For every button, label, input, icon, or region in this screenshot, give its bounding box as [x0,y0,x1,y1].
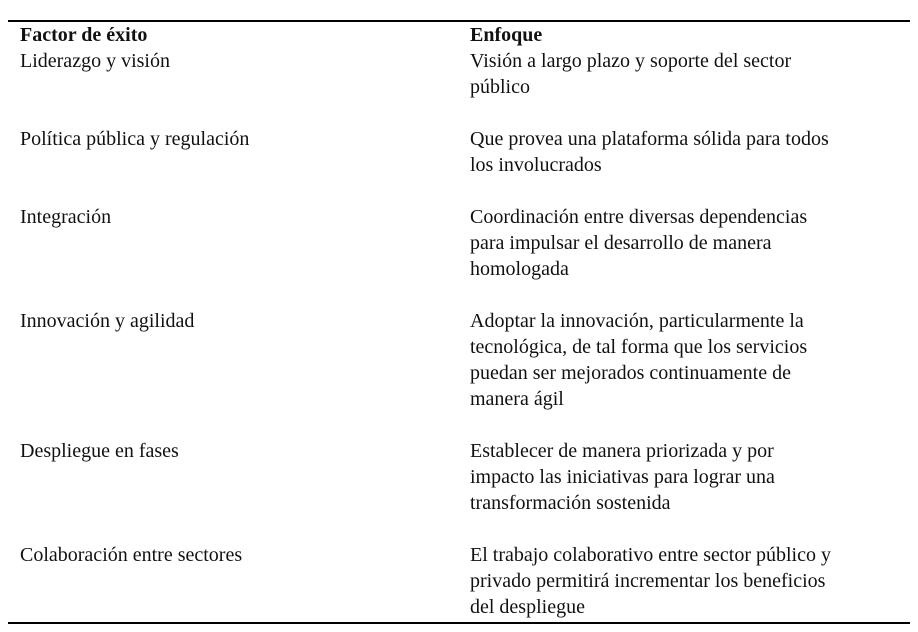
approach-line: Establecer de manera priorizada y por [470,440,774,462]
table-row [20,438,910,516]
approach-line: homologada [470,258,569,280]
approach-line: Coordinación entre diversas dependencias [470,206,808,228]
approach-line: puedan ser mejorados continuamente de [470,362,791,384]
success-factors-table [20,22,910,620]
factor-cell: Innovación y agilidad [20,310,195,332]
factor-cell: Despliegue en fases [20,440,179,462]
table-row [20,204,910,282]
approach-cell [470,308,910,412]
approach-line: Adoptar la innovación, particularmente la [470,310,804,332]
approach-line: transformación sostenida [470,492,671,514]
header-factor: Factor de éxito [20,24,148,46]
header-approach: Enfoque [470,24,543,46]
approach-line: privado permitirá incrementar los beneficios [470,570,826,592]
factor-cell: Liderazgo y visión [20,50,170,72]
table-row [20,126,910,178]
approach-cell [470,126,910,178]
table-row [20,542,910,620]
table-row [20,308,910,412]
approach-cell [470,48,910,100]
approach-cell [470,542,910,620]
approach-cell [470,438,910,516]
factor-cell: Colaboración entre sectores [20,544,243,566]
approach-line: los involucrados [470,154,602,176]
approach-cell [470,204,910,282]
approach-line: del despliegue [470,596,585,618]
factor-cell: Política pública y regulación [20,128,250,150]
approach-line: Que provea una plataforma sólida para todos [470,128,829,150]
table-bottom-rule [8,622,910,624]
approach-line: El trabajo colaborativo entre sector público y [470,544,831,566]
table-row [20,48,910,100]
table-header-row [20,22,910,48]
factor-cell: Integración [20,206,112,228]
approach-line: manera ágil [470,388,564,410]
approach-line: público [470,76,530,98]
approach-line: Visión a largo plazo y soporte del sector [470,50,792,72]
approach-line: tecnológica, de tal forma que los servicios [470,336,808,358]
approach-line: para impulsar el desarrollo de manera [470,232,772,254]
approach-line: impacto las iniciativas para lograr una [470,466,775,488]
